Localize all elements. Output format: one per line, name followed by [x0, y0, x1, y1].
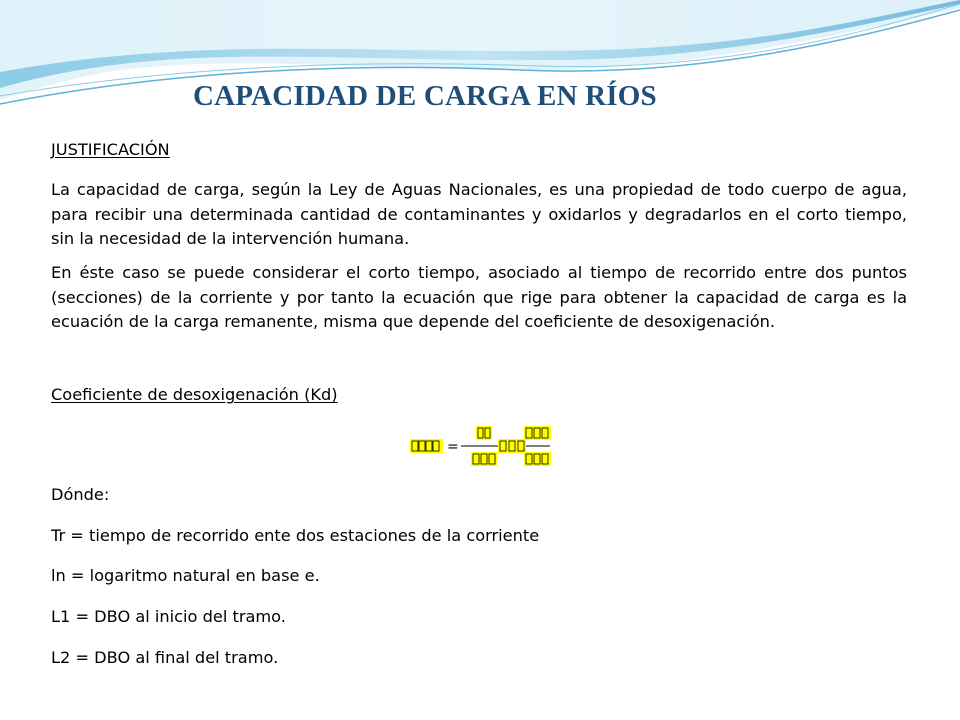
formula-equals: = [447, 439, 459, 455]
justification-heading: JUSTIFICACIÓN [51, 140, 170, 159]
where-label: Dónde: [51, 485, 110, 504]
coefficient-heading: Coeficiente de desoxigenación (Kd) [51, 385, 338, 404]
slide-title: CAPACIDAD DE CARGA EN RÍOS [193, 80, 657, 112]
definition-l1: L1 = DBO al inicio del tramo. [51, 607, 286, 626]
definition-tr: Tr = tiempo de recorrido ente dos estaciones de la corriente [51, 526, 540, 545]
definition-l2: L2 = DBO al final del tramo. [51, 648, 279, 667]
paragraph-short-time: En éste caso se puede considerar el corto tiempo, asociado al tiempo de recorrido entre dos puntos (secciones) de la corriente y por tanto la ecuación que rige para obtener la capacidad de carga es la ecuación de la carga remanente, misma que depende del coeficiente de desoxigenación. [51, 263, 907, 331]
paragraph-capacity-definition: La capacidad de carga, según la Ley de Aguas Nacionales, es una propiedad de todo cuerpo de agua, para recibir una determinada cantidad de contaminantes y oxidarlos y degradarlos en el corto tiempo, sin la necesidad de la intervención humana. [51, 180, 907, 248]
definition-ln: ln = logaritmo natural en base e. [51, 566, 320, 585]
deoxygenation-formula [410, 425, 552, 467]
